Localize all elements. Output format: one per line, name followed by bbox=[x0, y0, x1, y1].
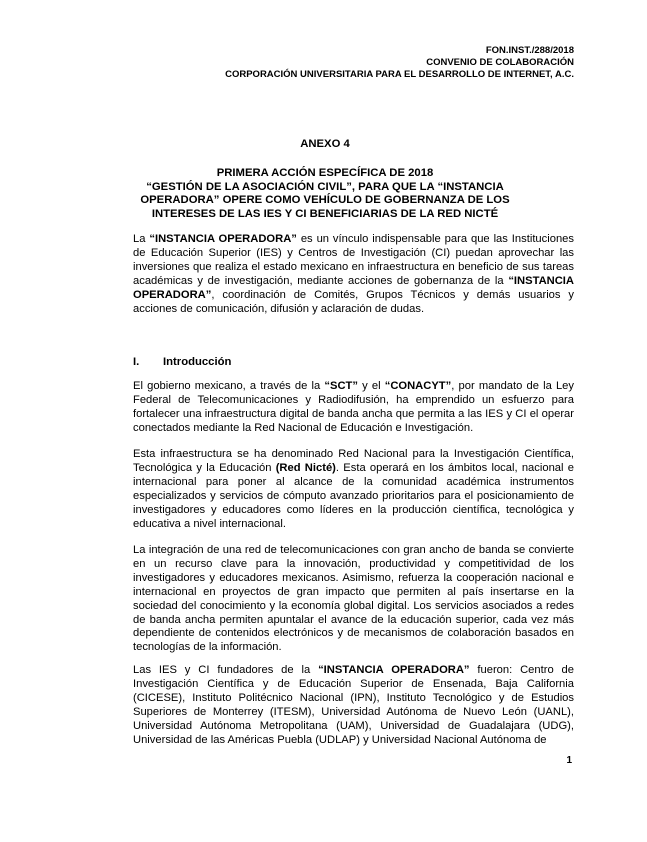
subtitle-line-3: OPERADORA” OPERE COMO VEHÍCULO DE GOBERNANZA DE LOS bbox=[140, 194, 510, 207]
annex-title: ANEXO 4 bbox=[300, 138, 350, 150]
section-number: I. bbox=[133, 356, 140, 368]
document-header bbox=[225, 45, 574, 81]
agreement-type: CONVENIO DE COLABORACIÓN bbox=[426, 57, 574, 68]
section-heading-introduction bbox=[133, 355, 231, 369]
paragraph-network-integration: La integración de una red de telecomunicaciones con gran ancho de banda se convierte en un recurso clave para la innovación, productividad y competitividad de los investigadores y educadores mexicanos. Asimismo, refuerza la cooperación nacional e internacional en proyectos de gran impacto que permiten al país insertarse en la sociedad del conocimiento y la economía global digital. Los servicios asociados a redes de banda ancha permiten apuntalar el avance de la educación superior, cada vez más dependiente de contenidos electrónicos y de mecanismos de colaboración basados en tecnologías de la información. bbox=[133, 544, 574, 654]
subtitle-line-2: “GESTIÓN DE LA ASOCIACIÓN CIVIL”, PARA QUE LA “INSTANCIA bbox=[146, 180, 504, 193]
intro-paragraph: La “INSTANCIA OPERADORA” es un vínculo indispensable para que las Instituciones de Educación Superior (IES) y Centros de Investigación (CI) puedan aprovechar las inversiones que realiza el estado mexicano en infraestructura en beneficio de sus tareas académicas y de investigación, mediante acciones de gobernanza de la “INSTANCIA OPERADORA”, coordinación de Comités, Grupos Técnicos y demás usuarios y acciones de comunicación, difusión y aclaración de dudas. bbox=[133, 233, 574, 315]
section-title: Introducción bbox=[163, 356, 232, 368]
annex-subtitle bbox=[120, 167, 530, 221]
document-reference: FON.INST./288/2018 bbox=[485, 45, 574, 56]
paragraph-government-effort: El gobierno mexicano, a través de la “SCT” y el “CONACYT”, por mandato de la Ley Federal de Telecomunicaciones y Radiodifusión, ha emprendido un esfuerzo para fortalecer una infraestructura digital de banda ancha que permita a las IES y CI el operar conectados mediante la Red Nacional de Educación e Investigación. bbox=[133, 380, 574, 434]
page-number: 1 bbox=[566, 755, 572, 766]
organization-name: CORPORACIÓN UNIVERSITARIA PARA EL DESARROLLO DE INTERNET, A.C. bbox=[225, 69, 574, 80]
subtitle-line-1: PRIMERA ACCIÓN ESPECÍFICA DE 2018 bbox=[216, 167, 434, 179]
subtitle-line-4: INTERESES DE LAS IES Y CI BENEFICIARIAS DE LA RED NICTÉ bbox=[151, 207, 499, 220]
paragraph-red-nicte: Esta infraestructura se ha denominado Red Nacional para la Investigación Científica, Tecnológica y la Educación (Red Nicté). Esta operará en los ámbitos local, nacional e internacional para poner al alcance de la comunidad académica instrumentos especializados y servicios de cómputo avanzado prioritarios para el posicionamiento de investigadores y educadores como líderes en la producción científica, tecnológica y educativa a nivel internacional. bbox=[133, 448, 574, 530]
paragraph-founders: Las IES y CI fundadores de la “INSTANCIA OPERADORA” fueron: Centro de Investigación Científica y de Educación Superior de Ensenada, Baja California (CICESE), Instituto Politécnico Nacional (IPN), Instituto Tecnológico y de Estudios Superiores de Monterrey (ITESM), Universidad Autónoma de Nuevo León (UANL), Universidad Autónoma Metropolitana (UAM), Universidad de Guadalajara (UDG), Universidad de las Américas Puebla (UDLAP) y Universidad Nacional Autónoma de bbox=[133, 664, 574, 746]
